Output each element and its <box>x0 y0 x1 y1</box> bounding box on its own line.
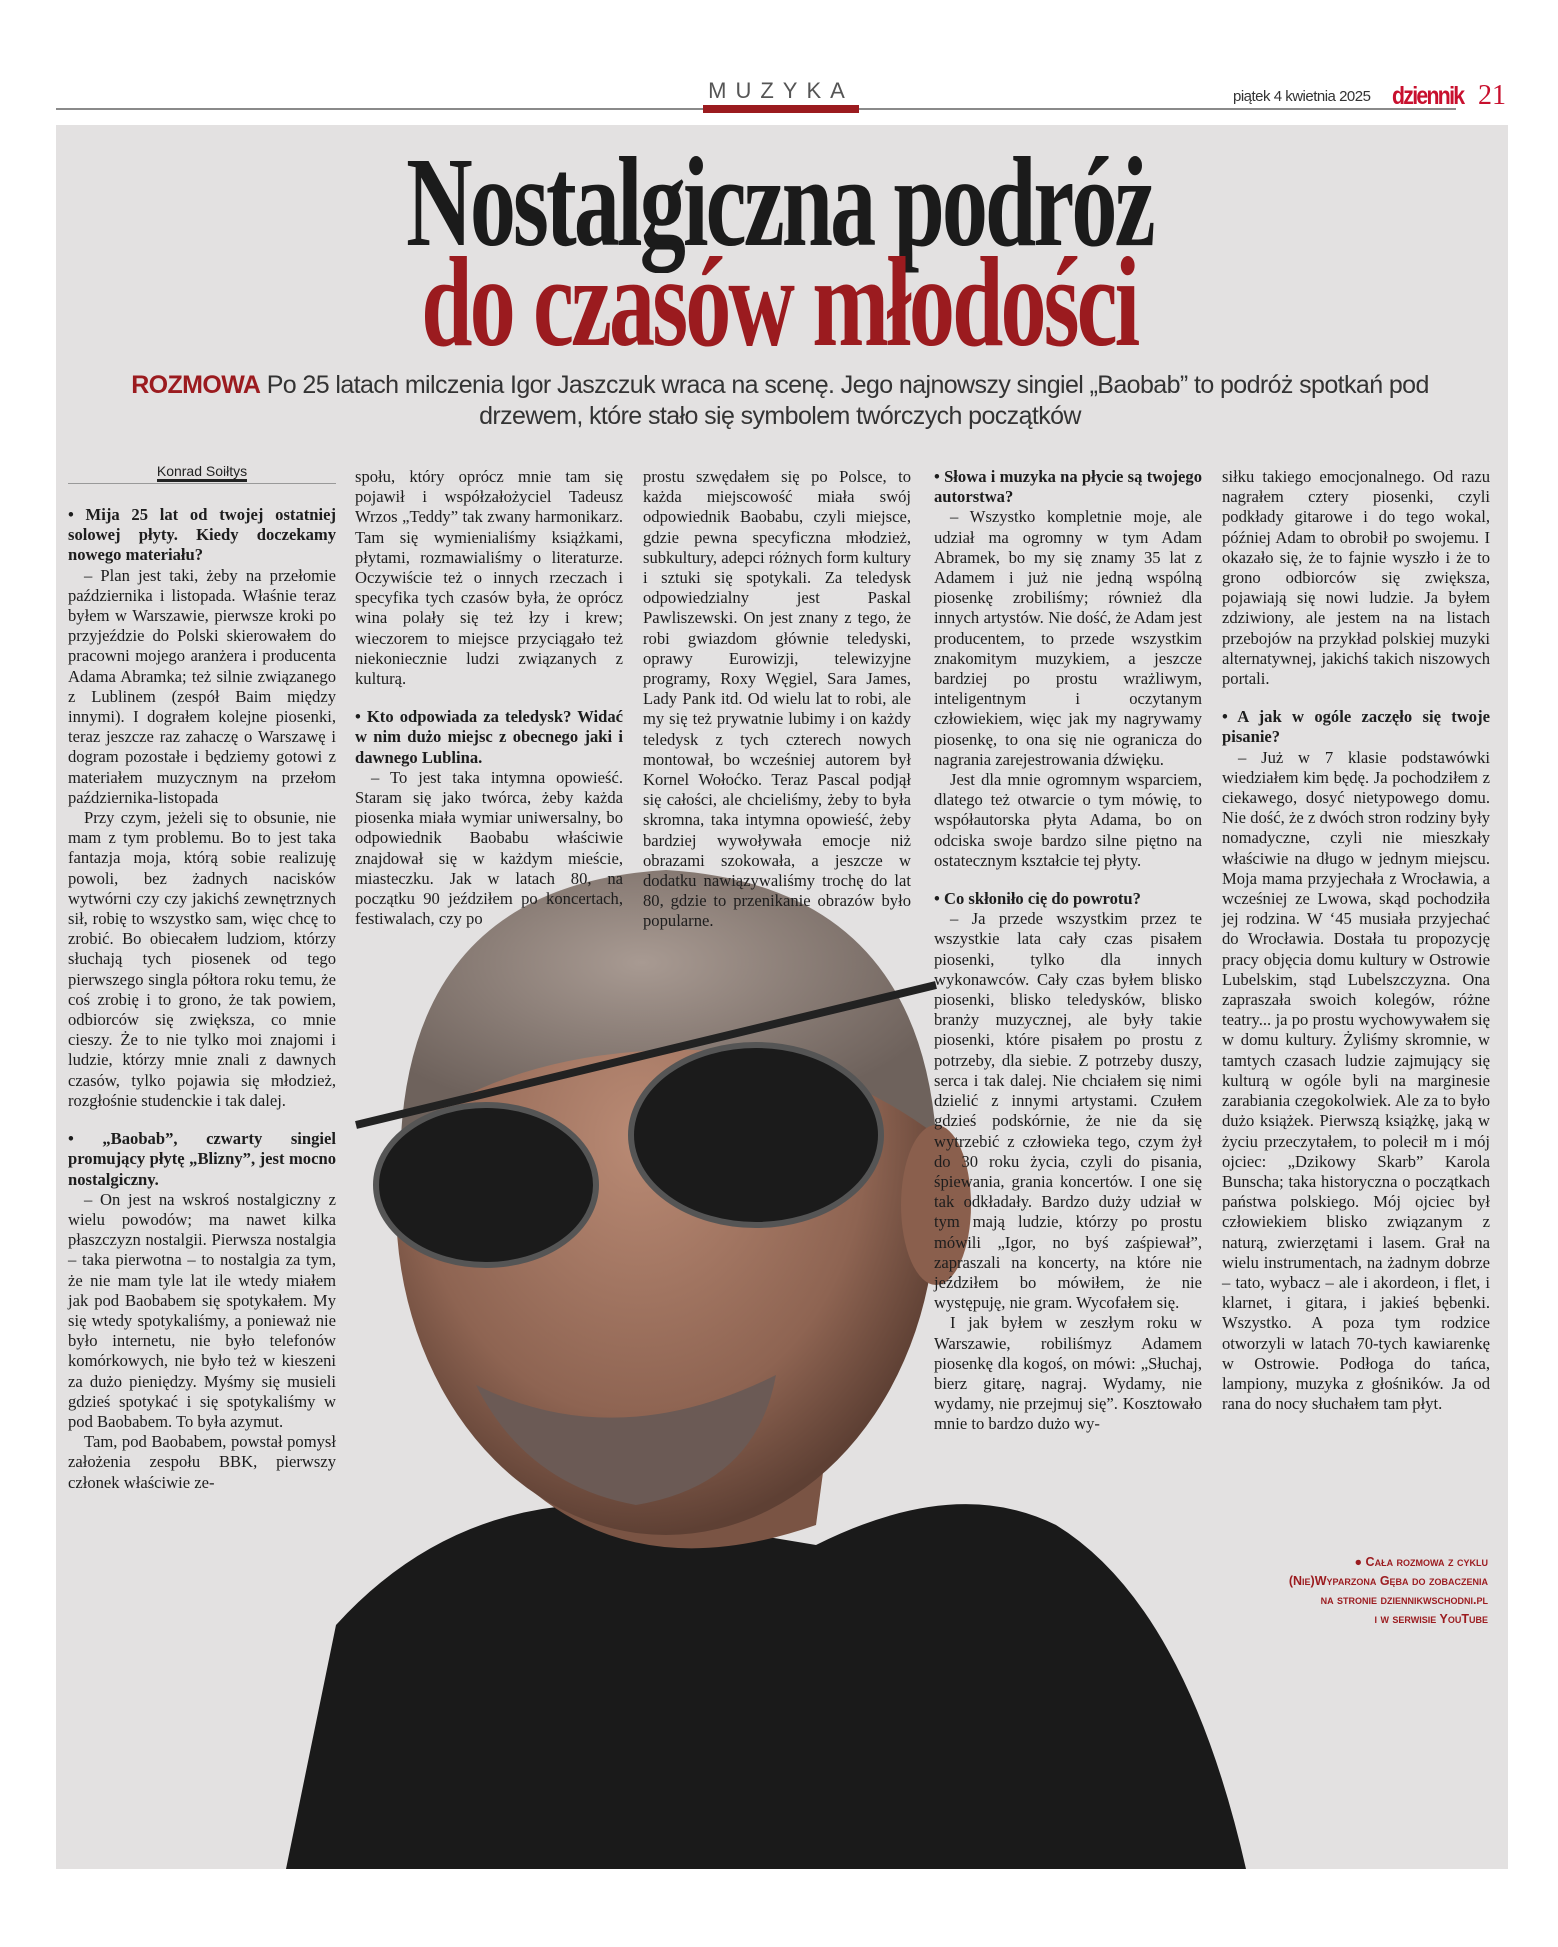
paragraph: – Już w 7 klasie podstawówki wiedziałem kim będę. Ja pochodziłem z ciekawego, dosyć nietypowego domu. Nie dość, że z dwóch stron rodziny były nomadyczne, czyli nie mieszkały właściwie na długo w jednym miejscu. Moja mama przyjechała z Wrocławia, a wcześniej ze Lwowa, skąd pochodziła jej rodzina. W ‘45 musiała przyjechać do Wrocławia. Dostała tu propozycję pracy objęcia domu kultury w Ostrowie Lubelskim, stąd Lubelszczyzna. Ona zapraszała swoich kolegów, różne teatry... ja po prostu wychowywałem się w domu kultury. Żyliśmy skromnie, w tamtych czasach ludzie zajmujący się kulturą w ogóle byli na marginesie zarabiania czegokolwiek. Ale za to było dużo książek. Pierwszą książkę, jaką w życiu przeczytałem, to polecił m i mój ojciec: „Dzikowy Skarb” Karola Bunscha; taka historyczna o początkach państwa polskiego. Mój ojciec był człowiekiem blisko związanym z naturą, zwierzętami i lasem. Grał na wielu instrumentach, na żadnym dobrze – tato, wybacz – ale i akordeon, i flet, i klarnet, i gitara, i jakieś bębenki. Wszystko. A poza tym rodzice otworzyli w latach 70-tych kawiarenkę w Ostrowie. Podłoga do tańca, lampiony, muzyka z głośników. Ja od rana do nocy słuchałem tam płyt. <box>1222 747 1490 1414</box>
deck-text: Po 25 latach milczenia Igor Jaszczuk wraca na scenę. Jego najnowszy singiel „Baobab” to podróż spotkań pod drzewem, które stało się symbolem twórczych początków <box>266 371 1429 430</box>
newspaper-logo: dziennik <box>1392 82 1464 110</box>
column-1 <box>68 505 336 1493</box>
paragraph: społu, który oprócz mnie tam się pojawił i współzałożyciel Tadeusz Wrzos „Teddy” tak zwany harmonikarz. Tam się wymienialiśmy książkami, płytami, rozmawialiśmy o literaturze. Oczywiście też o innych rzeczach i specyfika tych czasów była, że oprócz wina polały się też łzy i krew; wieczorem to miejsce przyciągało też niekoniecznie ludzi związanych z kulturą. <box>355 467 623 689</box>
article-deck <box>80 370 1480 432</box>
shirt <box>286 1504 1246 1869</box>
video-credit: ● Cała rozmowa z cyklu (Nie)Wyparzona Gęba do zobaczenia na stronie dziennikwschodni.pl i w serwisie YouTube <box>1288 1555 1488 1626</box>
paragraph: – To jest taka intymna opowieść. Staram się jako twórca, żeby każda piosenka miała wymiar uniwersalny, bo odpowiednik Baobabu właściwie znajdował się w każdym mieście, miasteczku. Jak w latach 80, na początku 90 jeździłem po koncertach, festiwalach, czy po <box>355 767 623 929</box>
interview-question: • A jak w ogóle zaczęło się twoje pisanie? <box>1222 707 1490 747</box>
byline-rule <box>68 483 336 484</box>
paragraph: – Plan jest taki, żeby na przełomie października i listopada. Właśnie teraz byłem w Warszawie, pierwsze kroki po przyjeździe do Polski skierowałem do pracowni mojego aranżera i producenta Adama Abramka; też silnie związanego z Lublinem (zespół Baim między innymi). I dograłem kolejne piosenki, teraz jeszcze raz zahaczę o Warszawę i dogram pozostałe i będziemy gotowi z materiałem muzycznym na przełom października-listopada <box>68 565 336 807</box>
interview-question: • „Baobab”, czwarty singiel promujący płytę „Blizny”, jest mocno nostalgiczny. <box>68 1129 336 1189</box>
paragraph: – Ja przede wszystkim przez te wszystkie lata cały czas pisałem piosenki, tylko dla innych wykonawców. Cały czas byłem blisko piosenki, blisko teledysków, blisko branży muzycznej, ale były takie piosenki, które pisałem po prostu z potrzeby, dla siebie. Z potrzeby duszy, serca i tak dalej. Nie chciałem się nimi dzielić z innymi artystami. Czułem gdzieś podskórnie, że nie da się wytrzebić z człowieka tego, czym żył do 30 roku życia, czyli do pisania, śpiewania, grania koncertów. I one się tak odkładały. Bardzo duży udział w tym mają ludzie, którzy po prostu mówili „Igor, no byś zaśpiewał”, zapraszali na koncerty, na które nie jeździłem bo mówiłem, że nie występuję, nie gram. Wycofałem się. <box>934 909 1202 1313</box>
paragraph: Tam, pod Baobabem, powstał pomysł założenia zespołu BBK, pierwszy członek właściwie ze- <box>68 1432 336 1492</box>
page-number: 21 <box>1478 80 1506 111</box>
interview-question: • Mija 25 lat od twojej ostatniej solowej płyty. Kiedy doczekamy nowego materiału? <box>68 505 336 565</box>
section-bar <box>703 105 859 113</box>
paragraph: Przy czym, jeżeli się to obsunie, nie mam z tym problemu. Bo to jest taka fantazja moja, którą sobie realizuję powoli, bez żadnych nacisków wytwórni czy czy jakichś zewnętrznych sił, robię to wszystko sam, więc chcę to zrobić. Bo obiecałem ludziom, którzy słuchają tych piosenek od tego pierwszego singla półtora roku temu, że coś zrobię i to grono, że tak powiem, odbiorców się zwiększa, co mnie cieszy. Że to nie tylko moi znajomi i ludzie, którzy mnie znali z dawnych czasów, tylko pojawia się młodzież, rozgłośnie studenckie i tak dalej. <box>68 808 336 1110</box>
paragraph: prostu szwędałem się po Polsce, to każda miejscowość miała swój odpowiednik Baobabu, czyli miejsce, gdzie pewna specyficzna młodzież, subkultury, adepci różnych form kultury i sztuki się spotykali. Za teledysk odpowiedzialny jest Paskal Pawliszewski. On jest znany z tego, że robi gwiazdom głównie teledyski, oprawy Eurowizji, telewizyjne programy, Roxy Węgiel, Sara James, Lady Pank itd. Od wielu lat to robi, ale my się też prywatnie lubimy i on każdy teledysk z tych czterech nowych montował, bo wcześniej autorem był Kornel Wołoćko. Teraz Pascal podjął się całości, ale chcieliśmy, żeby to była skromna, taka intymna opowieść, żeby bardziej wywoływała emocje niż obrazami szokowała, a jeszcze w dodatku nawiązywaliśmy trochę do lat 80, gdzie to przenikanie obrazów było popularne. <box>643 467 911 931</box>
issue-date: piątek 4 kwietnia 2025 <box>1233 88 1371 105</box>
column-4 <box>934 467 1202 1435</box>
paragraph: – On jest na wskroś nostalgiczny z wielu powodów; ma nawet kilka płaszczyzn nostalgii. Pierwsza nostalgia – taka pierwotna – to nostalgia za tym, że nie mam tyle lat ile wtedy miałem jak pod Baobabem się spotykałem. My się wtedy spotykaliśmy, a ponieważ nie było internetu, nie było telefonów komórkowych, nie było też w kieszeni za dużo pieniędzy. Myśmy się musieli gdzieś spotykać i się spotykaliśmy w pod Baobabem. To była azymut. <box>68 1189 336 1431</box>
paragraph: I jak byłem w zeszłym roku w Warszawie, robiliśmyz Adamem piosenkę dla kogoś, on mówi: „Słuchaj, bierz gitarę, nagraj. Wydamy, nie wydamy, nie przejmuj się”. Kosztowało mnie to bardzo dużo wy- <box>934 1313 1202 1434</box>
headline-line2: do czasów młodości <box>420 231 1138 373</box>
paragraph: Jest dla mnie ogromnym wsparciem, dlatego też otwarcie o tym mówię, to współautorska płyta Adama, bo on odciska swoje bardzo silne piętno na ostatecznym kształcie tej płyty. <box>934 770 1202 870</box>
column-3 <box>643 467 911 932</box>
column-5 <box>1222 467 1490 1414</box>
column-2 <box>355 467 623 929</box>
interview-question: • Co skłoniło cię do powrotu? <box>934 889 1141 909</box>
section-label: MUZYKA <box>708 78 854 103</box>
headline-line1: Nostalgiczna podróż <box>405 131 1153 273</box>
paragraph: siłku takiego emocjonalnego. Od razu nagrałem cztery piosenki, czyli podkłady gitarowe i do tego wokal, później Adam to obrobił po swojemu. I okazało się, że to fajnie wyszło i że to grono odbiorców się zwiększa, pojawiają się nowi ludzie. Ja byłem zdziwiony, ale jestem na na listach przebojów na przykład polskiej muzyki alternatywnej, jakichś takich niszowych portali. <box>1222 467 1490 689</box>
interview-question: • Słowa i muzyka na płycie są twojego autorstwa? <box>934 467 1202 507</box>
byline: Konrad Soiłtys <box>68 463 336 479</box>
interview-question: • Kto odpowiada za teledysk? Widać w nim dużo miejsc z obecnego jaki i dawnego Lublina. <box>355 707 623 767</box>
deck-label: ROZMOWA <box>131 371 261 399</box>
paragraph: – Wszystko kompletnie moje, ale udział ma ogromny w tym Adam Abramek, bo my się znamy 35 lat z Adamem i już nie jedną wspólną piosenkę zrobiliśmy; również dla innych artystów. Nie dość, że Adam jest producentem, to przede wszystkim znakomitym muzykiem, a jeszcze bardziej po prostu wrażliwym, inteligentnym i oczytanym człowiekiem, więc jak my nagrywamy piosenkę, to ona się nie ogranicza do nagrania zarejestrowania dźwięku. <box>934 507 1202 769</box>
